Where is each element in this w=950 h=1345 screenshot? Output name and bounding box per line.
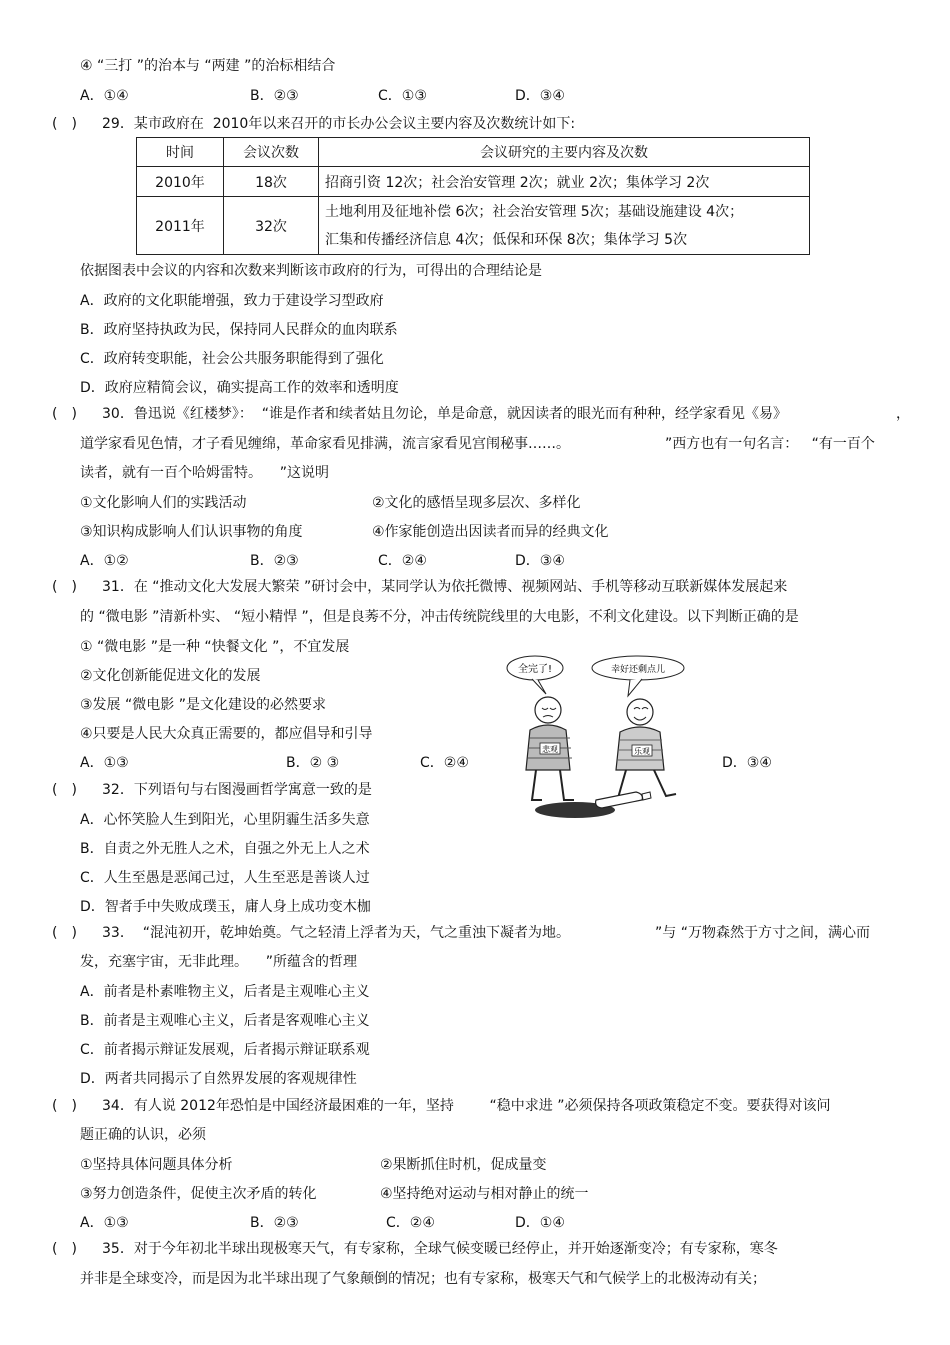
q32-option-c: C．人生至愚是恶闻己过，人生至恶是善谈人过 xyxy=(80,870,370,886)
q30-item-2: ②文化的感悟呈现多层次、多样化 xyxy=(372,495,581,511)
q28-option-a: A．①④ xyxy=(80,88,129,104)
label-left-text: 悲观 xyxy=(542,745,558,754)
q31-line-2: 的 “微电影 ”清新朴实、 “短小精悍 ”，但是良莠不分，冲击传统院线里的大电影，不利文化建设。以下判断正确的是 xyxy=(80,609,799,625)
bubble-left-text: 全完了! xyxy=(517,664,553,675)
q33-line-1-tail: ”与 “万物森然于方寸之间，满心而 xyxy=(655,925,870,941)
q34-line-2: 题正确的认识，必须 xyxy=(80,1127,206,1143)
q33-option-d: D．两者共同揭示了自然界发展的客观规律性 xyxy=(80,1071,357,1087)
q34-option-b: B．②③ xyxy=(250,1215,299,1231)
table-cell-year-2011: 2011年 xyxy=(137,197,224,255)
label-right-text: 乐观 xyxy=(634,747,650,756)
q34-item-2: ②果断抓住时机，促成量变 xyxy=(380,1157,547,1173)
q31-option-d: D．③④ xyxy=(722,755,772,771)
bubble-right-text: 幸好还剩点儿 xyxy=(610,665,666,675)
q34-item-4: ④坚持绝对运动与相对静止的统一 xyxy=(380,1186,589,1202)
q33-option-a: A．前者是朴素唯物主义，后者是主观唯心主义 xyxy=(80,984,370,1000)
q33-option-b: B．前者是主观唯心主义，后者是客观唯心主义 xyxy=(80,1013,370,1029)
table-header-time: 时间 xyxy=(137,138,224,167)
q30-line-2-tail: ”西方也有一句名言： “有一百个 xyxy=(665,436,875,452)
table-cell-content-2011-line-2: 汇集和传播经济信息 4次；低保和环保 8次；集体学习 5次 xyxy=(325,231,688,248)
q28-option-d: D．③④ xyxy=(515,88,565,104)
q29-option-c: C．政府转变职能，社会公共服务职能得到了强化 xyxy=(80,351,384,367)
q32-option-a: A．心怀笑脸人生到阳光，心里阴霾生活多失意 xyxy=(80,812,370,828)
q34-line-1: 34．有人说 2012年恐怕是中国经济最困难的一年，坚持 “稳中求进 ”必须保持各项政策稳定不变。要获得对该问 xyxy=(102,1098,831,1114)
q30-item-3: ③知识构成影响人们认识事物的角度 xyxy=(80,524,303,540)
q31-answer-paren: ( ) xyxy=(52,579,77,595)
table-cell-content-2011 xyxy=(319,197,810,255)
q33-line-2: 发，充塞宇宙，无非此理。 ”所蕴含的哲理 xyxy=(80,954,358,970)
q34-option-d: D．①④ xyxy=(515,1215,565,1231)
q31-item-1: ① “微电影 ”是一种 “快餐文化 ”，不宜发展 xyxy=(80,639,350,655)
q35-answer-paren: ( ) xyxy=(52,1241,77,1257)
q30-line-1-tail: ， xyxy=(896,406,910,422)
q31-item-3: ③发展 “微电影 ”是文化建设的必然要求 xyxy=(80,697,326,713)
q34-option-a: A．①③ xyxy=(80,1215,129,1231)
table-cell-content-2010: 招商引资 12次；社会治安管理 2次；就业 2次；集体学习 2次 xyxy=(319,167,810,197)
q30-item-1: ①文化影响人们的实践活动 xyxy=(80,495,247,511)
q29-option-d: D．政府应精简会议，确实提高工作的效率和透明度 xyxy=(80,380,399,396)
q30-option-c: C．②④ xyxy=(378,553,427,569)
table-cell-year-2010: 2010年 xyxy=(137,167,224,197)
q30-option-b: B．②③ xyxy=(250,553,299,569)
table-cell-content-2011-line-1: 土地利用及征地补偿 6次；社会治安管理 5次；基础设施建设 4次； xyxy=(325,203,744,220)
q29-question: 依据图表中会议的内容和次数来判断该市政府的行为，可得出的合理结论是 xyxy=(80,263,542,279)
q31-line-1: 31．在 “推动文化大发展大繁荣 ”研讨会中，某同学认为依托微博、视频网站、手机等移动互联新媒体发展起来 xyxy=(102,579,788,595)
q32-stem: 32．下列语句与右图漫画哲学寓意一致的是 xyxy=(102,782,372,798)
q34-item-1: ①坚持具体问题具体分析 xyxy=(80,1157,233,1173)
table-cell-count-2011: 32次 xyxy=(224,197,319,255)
q30-item-4: ④作家能创造出因读者而异的经典文化 xyxy=(372,524,609,540)
q29-stem: 29．某市政府在 2010年以来召开的市长办公会议主要内容及次数统计如下: xyxy=(102,116,576,132)
q32-option-b: B．自责之外无胜人之术，自强之外无上人之术 xyxy=(80,841,370,857)
q28-option-c: C．①③ xyxy=(378,88,427,104)
q34-item-3: ③努力创造条件，促使主次矛盾的转化 xyxy=(80,1186,317,1202)
q29-answer-paren: ( ) xyxy=(52,116,77,132)
q29-statistics-table xyxy=(136,137,810,255)
cartoon-illustration xyxy=(500,650,700,825)
q35-line-1: 35．对于今年初北半球出现极寒天气，有专家称，全球气候变暖已经停止，并开始逐渐变冷；有专家称，寒冬 xyxy=(102,1241,778,1257)
q28-item-4: ④ “三打 ”的治本与 “两建 ”的治标相结合 xyxy=(80,58,336,74)
q31-option-b: B．② ③ xyxy=(286,755,340,771)
table-header-content: 会议研究的主要内容及次数 xyxy=(319,138,810,167)
q31-option-c: C．②④ xyxy=(420,755,469,771)
cartoon-optimist-pessimist xyxy=(500,650,700,825)
q30-option-a: A．①② xyxy=(80,553,129,569)
q31-item-4: ④只要是人民大众真正需要的，都应倡导和引导 xyxy=(80,726,373,742)
q29-option-b: B．政府坚持执政为民，保持同人民群众的血肉联系 xyxy=(80,322,398,338)
q32-option-d: D．智者手中失败成璞玉，庸人身上成功变木枷 xyxy=(80,899,371,915)
q32-answer-paren: ( ) xyxy=(52,782,77,798)
q28-option-b: B．②③ xyxy=(250,88,299,104)
q29-option-a: A．政府的文化职能增强，致力于建设学习型政府 xyxy=(80,293,384,309)
q31-item-2: ②文化创新能促进文化的发展 xyxy=(80,668,261,684)
q35-line-2: 并非是全球变冷，而是因为北半球出现了气象颠倒的情况；也有专家称，极寒天气和气候学上的北极涛动有关； xyxy=(80,1271,766,1287)
table-header-count: 会议次数 xyxy=(224,138,319,167)
q30-line-3: 读者，就有一百个哈姆雷特。 ”这说明 xyxy=(80,465,330,481)
q31-option-a: A．①③ xyxy=(80,755,129,771)
q33-option-c: C．前者揭示辩证发展观，后者揭示辩证联系观 xyxy=(80,1042,370,1058)
q34-answer-paren: ( ) xyxy=(52,1098,77,1114)
q33-line-1: 33． “混沌初开，乾坤始奠。气之轻清上浮者为天，气之重浊下凝者为地。 xyxy=(102,925,570,941)
q30-line-2: 道学家看见色情，才子看见缠绵，革命家看见排满，流言家看见宫闱秘事……。 xyxy=(80,436,570,452)
table-cell-count-2010: 18次 xyxy=(224,167,319,197)
q34-option-c: C．②④ xyxy=(386,1215,435,1231)
q30-option-d: D．③④ xyxy=(515,553,565,569)
q30-line-1: 30．鲁迅说《红楼梦》： “谁是作者和续者姑且勿论，单是命意，就因读者的眼光而有种种，经学家看见《易》 xyxy=(102,406,787,422)
q33-answer-paren: ( ) xyxy=(52,925,77,941)
q30-answer-paren: ( ) xyxy=(52,406,77,422)
